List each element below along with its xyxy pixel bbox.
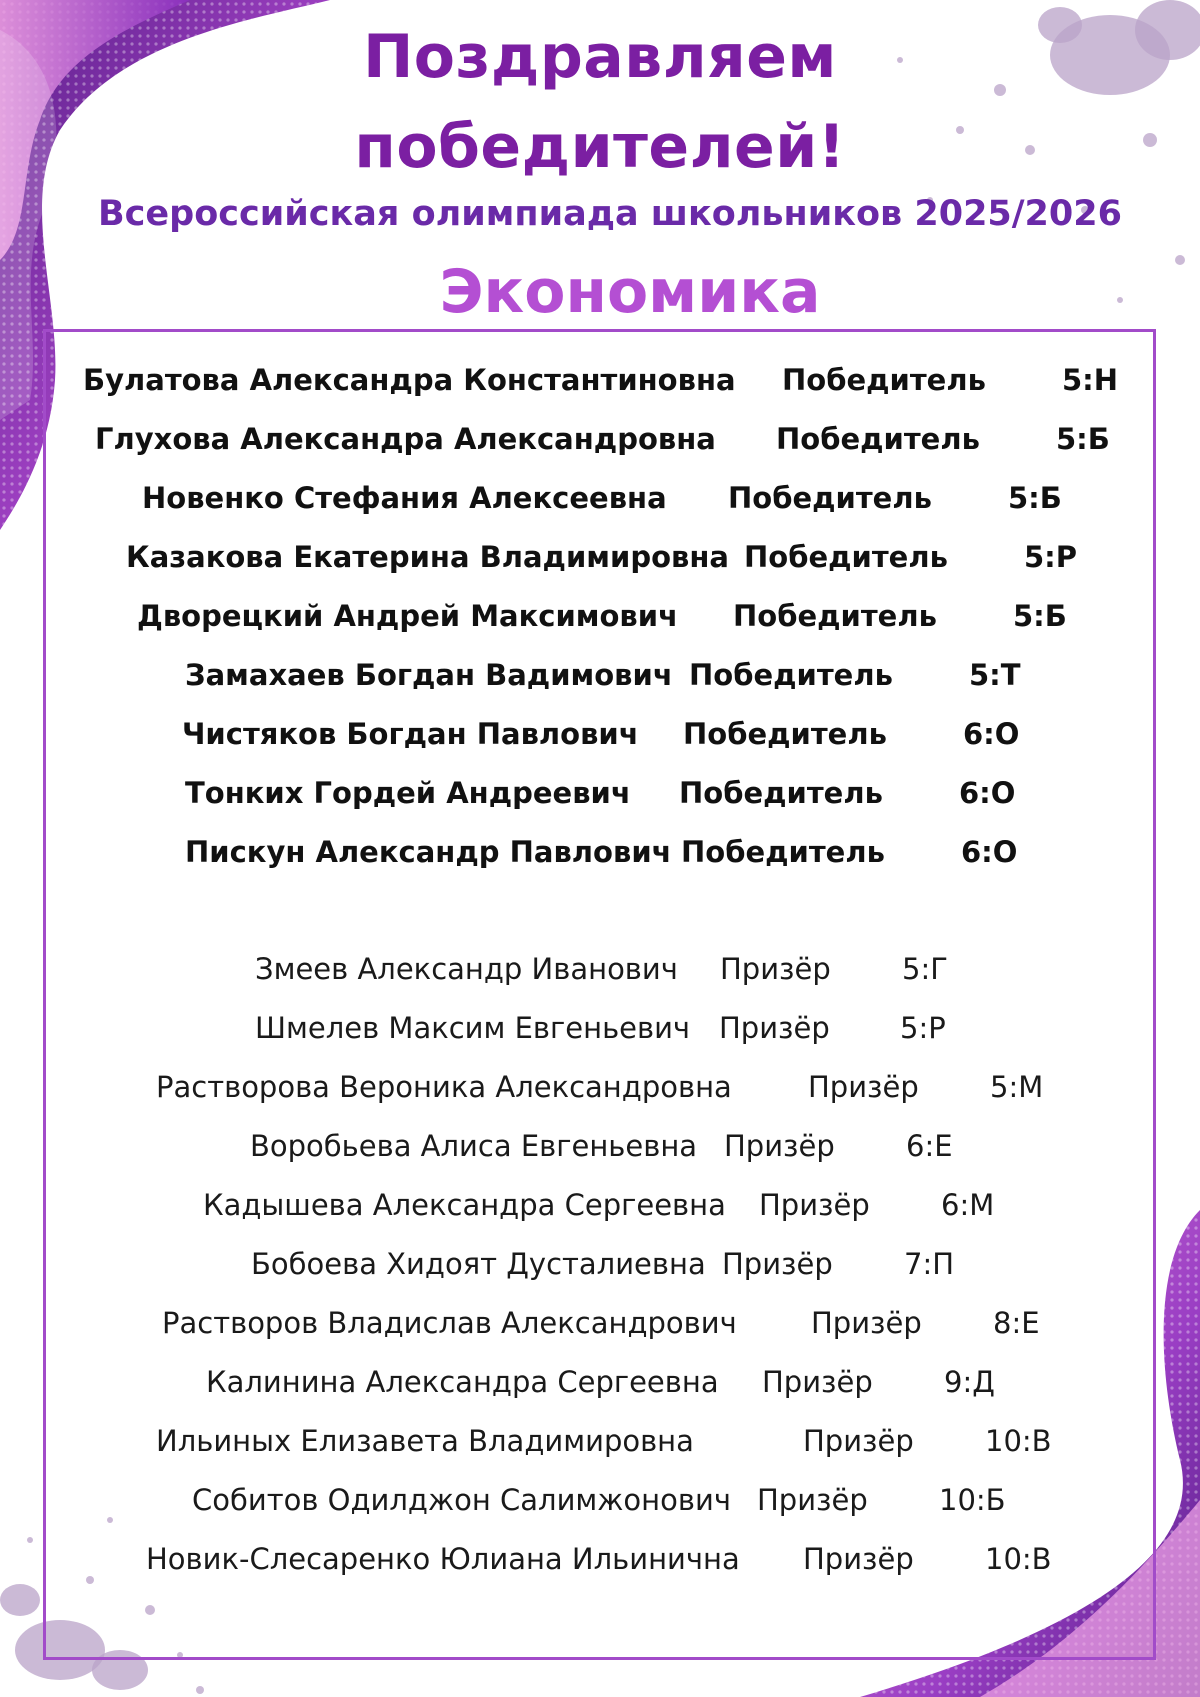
student-name: Растворова Вероника Александровна [156, 1070, 732, 1104]
status-label: Победитель [733, 599, 937, 633]
olympiad-subtitle: Всероссийская олимпиада школьников 2025/2026 [98, 194, 1122, 234]
class-label: 6:М [941, 1188, 995, 1222]
student-name: Булатова Александра Константиновна [83, 363, 736, 397]
class-label: 5:Г [902, 952, 948, 986]
student-name: Калинина Александра Сергеевна [206, 1365, 719, 1399]
class-label: 10:Б [939, 1483, 1006, 1517]
winner-row [0, 771, 1200, 815]
class-label: 6:О [961, 835, 1018, 869]
student-name: Дворецкий Андрей Максимович [137, 599, 679, 633]
student-name: Растворов Владислав Александрович [162, 1306, 737, 1340]
class-label: 6:О [959, 776, 1016, 810]
prizewinner-row [0, 947, 1200, 991]
student-name: Тонких Гордей Андреевич [185, 776, 631, 810]
winner-row [0, 358, 1200, 402]
status-label: Победитель [776, 422, 980, 456]
status-label: Победитель [679, 776, 883, 810]
status-label: Призёр [757, 1483, 868, 1517]
status-label: Призёр [762, 1365, 873, 1399]
student-name: Новик-Слесаренко Юлиана Ильинична [146, 1542, 740, 1576]
subject-heading: Экономика [439, 257, 821, 327]
prizewinner-row [0, 1183, 1200, 1227]
prizewinner-row [0, 1006, 1200, 1050]
class-label: 7:П [904, 1247, 955, 1281]
class-label: 5:Б [1008, 481, 1062, 515]
class-label: 5:Б [1056, 422, 1110, 456]
winner-row [0, 594, 1200, 638]
status-label: Победитель [683, 717, 887, 751]
student-name: Новенко Стефания Алексеевна [142, 481, 667, 515]
class-label: 6:О [963, 717, 1020, 751]
winner-row [0, 712, 1200, 756]
prizewinner-row [0, 1065, 1200, 1109]
student-name: Воробьева Алиса Евгеньевна [250, 1129, 698, 1163]
student-name: Бобоева Хидоят Дусталиевна [251, 1247, 706, 1281]
status-label: Победитель [681, 835, 885, 869]
student-name: Пискун Александр Павлович [185, 835, 672, 869]
prizewinner-row [0, 1124, 1200, 1168]
student-name: Собитов Одилджон Салимжонович [192, 1483, 731, 1517]
class-label: 5:Т [969, 658, 1021, 692]
winner-row [0, 653, 1200, 697]
prizewinner-row [0, 1419, 1200, 1463]
student-name: Кадышева Александра Сергеевна [203, 1188, 726, 1222]
winner-row [0, 476, 1200, 520]
student-name: Казакова Екатерина Владимировна [126, 540, 729, 574]
status-label: Победитель [782, 363, 986, 397]
class-label: 10:В [985, 1542, 1052, 1576]
class-label: 8:Е [993, 1306, 1040, 1340]
prizewinner-row [0, 1301, 1200, 1345]
status-label: Призёр [811, 1306, 922, 1340]
student-name: Шмелев Максим Евгеньевич [255, 1011, 691, 1045]
prizewinner-row [0, 1360, 1200, 1404]
status-label: Призёр [803, 1542, 914, 1576]
class-label: 5:Б [1013, 599, 1067, 633]
class-label: 5:Н [1062, 363, 1119, 397]
status-label: Призёр [759, 1188, 870, 1222]
student-name: Глухова Александра Александровна [95, 422, 716, 456]
winner-row [0, 535, 1200, 579]
winner-row [0, 417, 1200, 461]
page-title-line1: Поздравляем [363, 22, 837, 92]
student-name: Ильиных Елизавета Владимировна [156, 1424, 694, 1458]
status-label: Призёр [720, 952, 831, 986]
status-label: Призёр [724, 1129, 835, 1163]
status-label: Призёр [808, 1070, 919, 1104]
class-label: 6:Е [906, 1129, 953, 1163]
prizewinner-row [0, 1537, 1200, 1581]
status-label: Призёр [719, 1011, 830, 1045]
student-name: Чистяков Богдан Павлович [182, 717, 639, 751]
status-label: Победитель [728, 481, 932, 515]
winner-row [0, 830, 1200, 874]
student-name: Замахаев Богдан Вадимович [185, 658, 673, 692]
class-label: 10:В [985, 1424, 1052, 1458]
class-label: 5:М [990, 1070, 1044, 1104]
class-label: 9:Д [944, 1365, 995, 1399]
class-label: 5:Р [1024, 540, 1078, 574]
page-title-line2: победителей! [354, 112, 846, 182]
status-label: Призёр [803, 1424, 914, 1458]
prizewinner-row [0, 1242, 1200, 1286]
status-label: Победитель [689, 658, 893, 692]
status-label: Победитель [744, 540, 948, 574]
student-name: Змеев Александр Иванович [255, 952, 678, 986]
prizewinner-row [0, 1478, 1200, 1522]
class-label: 5:Р [900, 1011, 946, 1045]
status-label: Призёр [722, 1247, 833, 1281]
